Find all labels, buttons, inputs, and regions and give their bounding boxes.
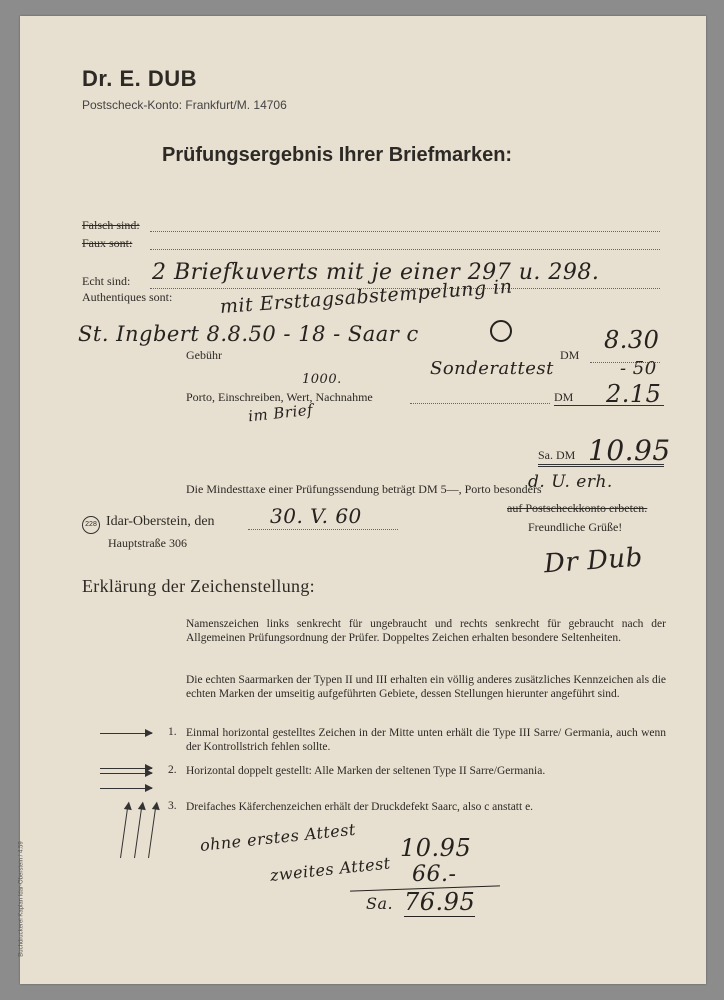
handwritten-line-2: mit Ersttagsabstempelung in [219,275,514,318]
dm-label-1: DM [560,348,580,362]
gebuehr-amount: 8.30 [604,326,660,354]
sonderattest-note: Sonderattest [430,358,554,379]
postscheck-account: Postscheck-Konto: Frankfurt/M. 14706 [82,98,287,112]
handwritten-line-1: 2 Briefkuverts mit je einer 297 u. 298. [152,260,600,285]
postal-stamp [82,516,100,534]
calc-label-3: Sa. [366,894,394,913]
item-text: Horizontal doppelt gestellt: Alle Marken der seltenen Type II Sarre/Germania. [186,765,546,777]
item-number: 2. [168,764,177,776]
echt-label: Echt sind: [82,274,131,288]
page-title: Prüfungsergebnis Ihrer Briefmarken: [162,144,513,166]
item-text: Einmal horizontal gestelltes Zeichen in der Mitte unten erhält die Type III Sarre/ Germania, auch wenn der Kontrollstrich fehlen sollte. [186,727,666,753]
calc-value-1: 10.95 [400,834,472,862]
item-number: 1. [168,726,177,738]
calc-value-2: 66.- [412,862,457,887]
received-note: d. U. erh. [528,472,613,492]
item-number: 3. [168,800,177,812]
date-line [248,529,398,530]
calc-value-3: 76.95 [404,888,476,916]
sum-label: Sa. DM [538,448,576,462]
greeting: Freundliche Grüße! [528,520,623,534]
mindesttaxe-text: Die Mindesttaxe einer Prüfungssendung beträgt DM 5—, Porto besonders [186,482,542,496]
explanation-para-1: Namenszeichen links senkrecht für ungebraucht und rechts senkrecht für gebraucht nach der Allgemeinen Prüfungsordnung der Prüfer. Doppeltes Zeichen erhalten besondere Seltenheiten. [186,618,666,644]
street-address: Hauptstraße 306 [108,536,187,550]
circle-mark [490,320,512,342]
signature: Dr Dub [543,542,644,580]
falsch-label: Falsch sind: [82,218,140,232]
postal-code: 228 [85,521,97,528]
item-text: Dreifaches Käferchenzeichen erhält der Druckdefekt Saarc, also c anstatt e. [186,801,534,813]
sum-amount: 10.95 [588,434,671,467]
falsch-line [150,231,660,232]
dm-label-2: DM [554,390,664,406]
porto-dots [410,403,550,404]
explanation-para-2: Die echten Saarmarken der Typen II und III erhalten ein völlig anderes zusätzliches Kennzeichen als die echten Marken der umseitig aufgeführten Gebiete, dessen Stellungen hierunter angeführt sind. [186,674,666,700]
porto-amount: 2.15 [606,380,662,408]
city-label: Idar-Oberstein, den [106,514,215,529]
arrow-icon [100,788,152,789]
up-arrow-icon [134,808,142,858]
porto-label: Porto, Einschreiben, Wert, Nachnahme [186,390,373,404]
handwritten-line-3: St. Ingbert 8.8.50 - 18 - Saar c [78,322,419,346]
im-brief-note: im Brief [247,400,314,426]
printer-imprint: Buchdruckerei Kaplan Idar-Oberstein / 4.59 [18,841,25,957]
arrow-icon [100,773,152,774]
sender-name: Dr. E. DUB [82,66,198,91]
up-arrow-icon [120,808,128,858]
gebuehr-label: Gebühr [186,348,222,362]
explanation-heading: Erklärung der Zeichenstellung: [82,576,315,596]
wert-note: 1000. [302,372,342,387]
up-arrow-icon [148,808,156,858]
date-value: 30. V. 60 [270,504,362,528]
calc-label-2: zweites Attest [269,853,392,885]
calc-label-1: ohne erstes Attest [199,819,357,855]
postscheck-text: auf Postscheckkonto erbeten. [507,501,648,515]
extra-amount: - 50 [620,358,657,379]
authentiques-label: Authentiques sont: [82,290,173,304]
arrow-icon [100,733,152,734]
document-page [20,16,706,984]
faux-label: Faux sont: [82,236,133,250]
faux-line [150,249,660,250]
